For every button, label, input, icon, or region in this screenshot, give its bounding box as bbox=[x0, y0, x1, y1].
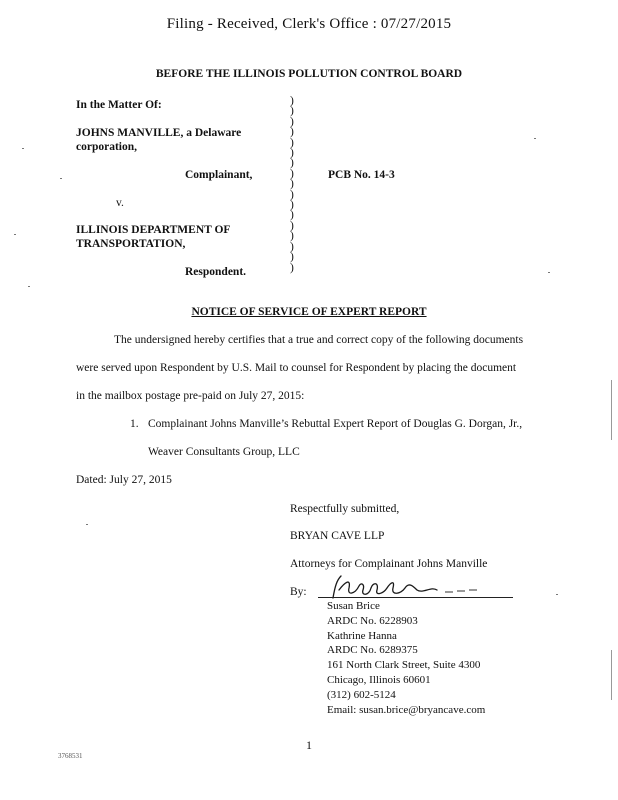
complainant-role: Complainant, bbox=[185, 169, 253, 181]
scan-speck bbox=[556, 594, 558, 595]
scan-edge-mark bbox=[611, 650, 612, 700]
page-number: 1 bbox=[306, 738, 312, 752]
body-line-3: in the mailbox postage pre-paid on July 27, 2015: bbox=[76, 390, 305, 402]
respondent-name-line-2: TRANSPORTATION, bbox=[76, 238, 186, 250]
scan-speck bbox=[534, 138, 536, 139]
document-code: 3768531 bbox=[58, 752, 83, 760]
scan-speck bbox=[22, 148, 24, 149]
document-title: NOTICE OF SERVICE OF EXPERT REPORT bbox=[191, 306, 427, 318]
attorneys-for: Attorneys for Complainant Johns Manville bbox=[290, 558, 488, 570]
body-line-1: The undersigned hereby certifies that a true and correct copy of the following documents bbox=[114, 334, 524, 346]
caption-parenthesis-column: ) ) ) ) ) ) ) ) ) ) ) ) ) ) ) ) ) bbox=[290, 95, 294, 274]
complainant-name-line-2: corporation, bbox=[76, 141, 138, 153]
respondent-role: Respondent. bbox=[185, 266, 247, 278]
dated-line: Dated: July 27, 2015 bbox=[76, 474, 172, 486]
board-heading: BEFORE THE ILLINOIS POLLUTION CONTROL BOARD bbox=[155, 68, 463, 80]
scan-speck bbox=[86, 524, 88, 525]
matter-label: In the Matter Of: bbox=[76, 99, 162, 111]
by-label: By: bbox=[290, 586, 307, 598]
scan-speck bbox=[548, 272, 550, 273]
filing-stamp: Filing - Received, Clerk's Office : 07/27/2015 bbox=[166, 16, 452, 32]
respondent-name-line-1: ILLINOIS DEPARTMENT OF bbox=[76, 224, 231, 236]
scan-speck bbox=[14, 234, 16, 235]
list-item-line-2: Weaver Consultants Group, LLC bbox=[148, 446, 300, 458]
scan-edge-mark bbox=[611, 380, 612, 440]
attorney-contact-block: Susan Brice ARDC No. 6228903 Kathrine Hanna ARDC No. 6289375 161 North Clark Street, Suite 4300 Chicago, Illinois 60601 (312) 602-5124 Email: susan.brice@bryancave.com bbox=[327, 600, 486, 716]
scan-speck bbox=[28, 286, 30, 287]
closing: Respectfully submitted, bbox=[290, 503, 400, 515]
complainant-name-line-1: JOHNS MANVILLE, a Delaware bbox=[76, 127, 242, 139]
versus: v. bbox=[116, 197, 124, 209]
case-number: PCB No. 14-3 bbox=[328, 169, 395, 181]
list-item-line-1: Complainant Johns Manville’s Rebuttal Expert Report of Douglas G. Dorgan, Jr., bbox=[148, 418, 523, 430]
body-line-2: were served upon Respondent by U.S. Mail to counsel for Respondent by placing the document bbox=[76, 362, 517, 374]
signature-line bbox=[318, 597, 513, 598]
list-item-number: 1. bbox=[130, 418, 139, 430]
scan-speck bbox=[60, 178, 62, 179]
law-firm: BRYAN CAVE LLP bbox=[290, 530, 385, 542]
